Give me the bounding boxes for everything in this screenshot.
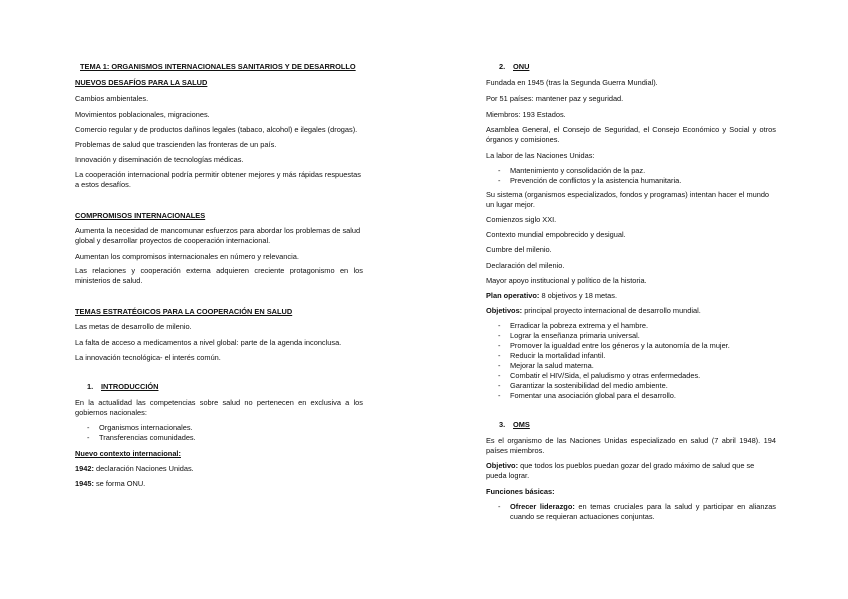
plan-operativo: Plan operativo: 8 objetivos y 18 metas. [486, 291, 618, 300]
list-item: - Lograr la enseñanza primaria universal. [498, 331, 640, 340]
list-item: - Organismos internacionales. [87, 423, 193, 432]
paragraph: Cambios ambientales. [75, 94, 149, 103]
timeline-item: 1945: se forma ONU. [75, 479, 146, 488]
paragraph: Las relaciones y cooperación externa adquieren creciente protagonismo en los ministerios de salud. [75, 266, 363, 286]
paragraph: Movimientos poblacionales, migraciones. [75, 110, 210, 119]
list-item: - Mantenimiento y consolidación de la paz. [498, 166, 646, 175]
paragraph: Problemas de salud que trascienden las fronteras de un país. [75, 140, 277, 149]
section-heading-introduccion [87, 382, 158, 392]
list-item: - Promover la igualdad entre los géneros y la autonomía de la mujer. [498, 341, 730, 350]
paragraph: La labor de las Naciones Unidas: [486, 151, 595, 160]
paragraph: Aumentan los compromisos internacionales en número y relevancia. [75, 252, 299, 261]
paragraph: Su sistema (organismos especializados, fondos y programas) intentan hacer el mundo un lugar mejor. [486, 190, 770, 210]
list-item: - Combatir el HIV/Sida, el paludismo y otras enfermedades. [498, 371, 701, 380]
paragraph: Fundada en 1945 (tras la Segunda Guerra Mundial). [486, 78, 658, 87]
section-title: ONU [513, 62, 530, 71]
funciones-basicas-label: Funciones básicas: [486, 487, 555, 496]
paragraph: La falta de acceso a medicamentos a nivel global: parte de la agenda inconclusa. [75, 338, 342, 347]
section-title: OMS [513, 420, 530, 429]
objetivos: Objetivos: principal proyecto internacional de desarrollo mundial. [486, 306, 701, 315]
list-item: - Reducir la mortalidad infantil. [498, 351, 606, 360]
timeline-item: 1942: declaración Naciones Unidas. [75, 464, 194, 473]
section-heading-oms [499, 420, 530, 430]
paragraph: Contexto mundial empobrecido y desigual. [486, 230, 626, 239]
section-title: INTRODUCCIÓN [101, 382, 159, 391]
section-heading-compromisos: COMPROMISOS INTERNACIONALES [75, 211, 206, 220]
paragraph: Innovación y diseminación de tecnologías médicas. [75, 155, 244, 164]
list-item: - Fomentar una asociación global para el desarrollo. [498, 391, 676, 400]
paragraph: Aumenta la necesidad de mancomunar esfuerzos para abordar los problemas de salud global y desarrollar proyectos de cooperación internacional. [75, 226, 361, 246]
list-item: - Prevención de conflictos y la asistencia humanitaria. [498, 176, 682, 185]
objetivo: Objetivo: que todos los pueblos puedan gozar del grado máximo de salud que se pueda lograr. [486, 461, 755, 481]
section-heading-nuevos-desafios: NUEVOS DESAFÍOS PARA LA SALUD [75, 78, 208, 87]
section-number: 3. [499, 420, 506, 429]
paragraph: Mayor apoyo institucional y político de la historia. [486, 276, 647, 285]
paragraph: Por 51 países: mantener paz y seguridad. [486, 94, 624, 103]
document-title: TEMA 1: ORGANISMOS INTERNACIONALES SANITARIOS Y DE DESARROLLO [80, 62, 356, 71]
paragraph: Las metas de desarrollo de milenio. [75, 322, 192, 331]
section-heading-onu [499, 62, 529, 72]
paragraph: Comienzos siglo XXI. [486, 215, 557, 224]
list-item: - Erradicar la pobreza extrema y el hambre. [498, 321, 649, 330]
section-number: 1. [87, 382, 94, 391]
paragraph: La cooperación internacional podría permitir obtener mejores y más rápidas respuestas a estos desafíos. [75, 170, 361, 190]
paragraph: Es el organismo de las Naciones Unidas especializado en salud (7 abril 1948). 194 países miembros. [486, 436, 776, 456]
paragraph: La innovación tecnológica- el interés común. [75, 353, 221, 362]
paragraph: Asamblea General, el Consejo de Seguridad, el Consejo Económico y Social y otros órganos y comisiones. [486, 125, 776, 145]
list-item: - Garantizar la sostenibilidad del medio ambiente. [498, 381, 668, 390]
subheading-nuevo-contexto: Nuevo contexto internacional: [75, 449, 181, 458]
list-item: - Mejorar la salud materna. [498, 361, 594, 370]
paragraph: En la actualidad las competencias sobre salud no pertenecen en exclusiva a los gobiernos nacionales: [75, 398, 363, 418]
section-number: 2. [499, 62, 506, 71]
paragraph: Comercio regular y de productos dañinos legales (tabaco, alcohol) e ilegales (drogas). [75, 125, 358, 134]
list-item: - Transferencias comunidades. [87, 433, 196, 442]
paragraph: Declaración del milenio. [486, 261, 565, 270]
list-item: - Ofrecer liderazgo: en temas cruciales para la salud y participar en alianzas cuando se requieran actuaciones conjuntas. [498, 502, 777, 522]
section-heading-temas-estrategicos: TEMAS ESTRATÉGICOS PARA LA COOPERACIÓN EN SALUD [75, 307, 293, 316]
paragraph: Miembros: 193 Estados. [486, 110, 566, 119]
paragraph: Cumbre del milenio. [486, 245, 552, 254]
